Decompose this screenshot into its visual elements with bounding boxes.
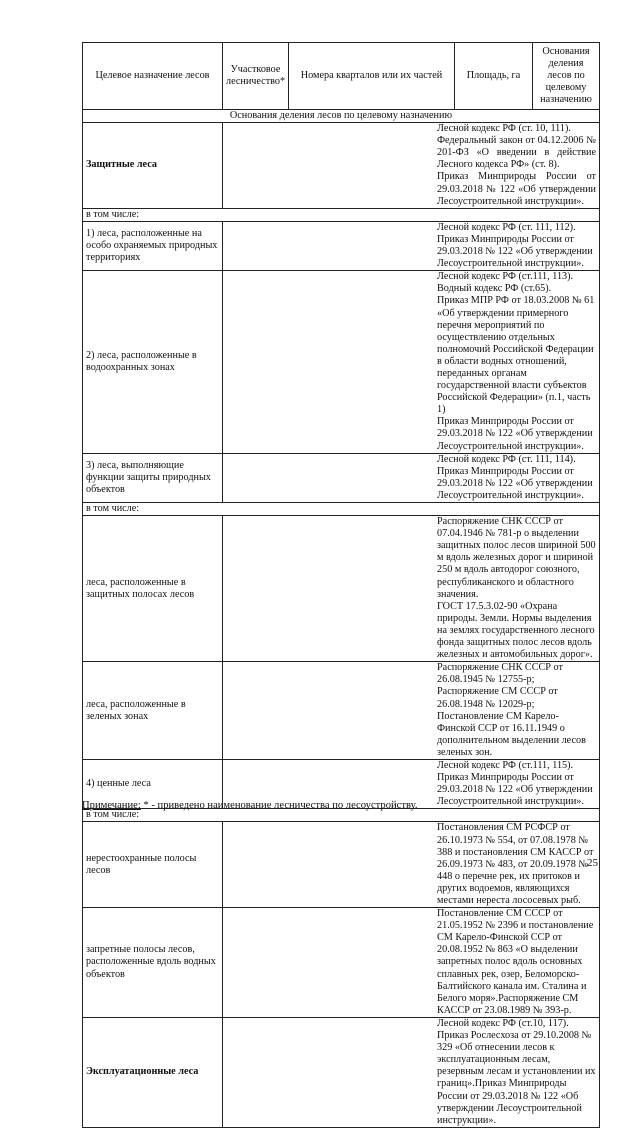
row-label: 2) леса, расположенные в водоохранных зонах [83,271,223,453]
subheader-row [83,208,600,221]
footnote-label: Примечание: [82,800,141,811]
row-text-content: Лесной кодекс РФ (ст. 10, 111). Федеральный закон от 04.12.2006 № 201-ФЗ «О введении в действие Лесного кодекса РФ» (ст. 8). Приказ Минприроды России от 29.03.2018 № 122 «Об утверждении Лесоустроительной инструкции». [437,123,596,207]
row-text [223,822,600,908]
row-label: леса, расположенные в зеленых зонах [83,662,223,760]
row-text [223,123,600,209]
row-text-content: Распоряжение СНК СССР от 26.08.1945 № 12755-р; Распоряжение СМ СССР от 26.08.1948 № 12029-р; Постановление СМ Карело-Финской ССР от 16.11.1949 о дополнительном выделении лесов зеленых зон. [437,662,586,758]
row-text-content: Постановления СМ РСФСР от 26.10.1973 № 554, от 07.08.1978 № 388 и постановления СМ КАССР от 26.09.1973 № 483, от 20.09.1978 № 448 о перечне рек, их притоков и других водоемов, являющихся местами нереста лососевых рыб. [437,822,594,906]
in-that-number: в том числе: [83,503,600,516]
table-row [83,453,600,502]
section-title-row [83,110,600,123]
table-row [83,123,600,209]
header-forestry: Участковое лесничество* [223,43,289,110]
row-text-content: Постановление СМ СССР от 21.05.1952 № 2396 и постановление СМ Карело-Финской ССР от 20.08.1952 № 863 «О выделении запретных полос вдоль основных сплавных рек, озер, Беломорско-Балтийского канала им. Сталина и Белого моря».Распоряжение СМ КАССР от 23.08.1989 № 393-р. [437,908,594,1016]
header-basis: Основания деления лесов по целевому назначению [533,43,600,110]
row-text [223,271,600,453]
row-text [223,908,600,1018]
row-text-content: Лесной кодекс РФ (ст. 111, 112). Приказ Минприроды России от 29.03.2018 № 122 «Об утверждении Лесоустроительной инструкции». [437,221,593,270]
table-row [83,271,600,453]
row-text [223,1017,600,1127]
row-text [223,516,600,662]
row-label: 1) леса, расположенные на особо охраняемых природных территориях [83,221,223,270]
row-text [223,662,600,760]
row-text [223,453,600,502]
subheader-row [83,503,600,516]
table-header-row [83,43,600,110]
table-row [83,908,600,1018]
footnote-text: * - приведено наименование лесничества по лесоустройству. [140,800,418,811]
row-label: 3) леса, выполняющие функции защиты природных объектов [83,453,223,502]
row-label: нерестоохранные полосы лесов [83,822,223,908]
row-label: Эксплуатационные леса [83,1017,223,1127]
table-row [83,1017,600,1127]
header-purpose: Целевое назначение лесов [83,43,223,110]
header-area: Площадь, га [455,43,533,110]
row-text-content: Лесной кодекс РФ (ст.10, 117). Приказ Рослесхоза от 29.10.2008 № 329 «Об отнесении лесов к эксплуатационным лесам, резервным лесам и установлении их границ».Приказ Минприроды России от 29.03.2018 № 122 «Об утверждении Лесоустроительной инструкции». [437,1017,596,1126]
row-label: Защитные леса [83,123,223,209]
in-that-number: в том числе: [83,208,600,221]
forest-purpose-table [82,42,600,1128]
row-text [223,221,600,270]
table-row [83,662,600,760]
footnote [82,800,418,811]
row-text-content: Лесной кодекс РФ (ст. 111, 114). Приказ Минприроды России от 29.03.2018 № 122 «Об утверждении Лесоустроительной инструкции». [437,453,593,501]
row-label: леса, расположенные в защитных полосах лесов [83,516,223,662]
section-title: Основания деления лесов по целевому назначению [83,110,600,123]
row-text-content: Лесной кодекс РФ (ст.111, 113). Водный кодекс РФ (ст.65). Приказ МПР РФ от 18.03.2008 № 61 «Об утверждении примерного перечня мероприятий по осуществлению отдельных полномочий Российской Федерации в области водных отношений, переданных органам государственной власти субъектов Российской Федерации» (п.1, часть 1) Приказ Минприроды России от 29.03.2018 № 122 «Об утверждении Лесоустроительной инструкции». [437,271,595,452]
row-label: 4) ценные леса [83,759,223,808]
table-row [83,516,600,662]
table-row [83,221,600,270]
page-number: 25 [587,857,598,869]
row-text-content: Лесной кодекс РФ (ст.111, 115). Приказ Минприроды России от 29.03.2018 № 122 «Об утверждении Лесоустроительной инструкции». [437,759,593,808]
row-label: запретные полосы лесов, расположенные вдоль водных объектов [83,908,223,1018]
table-row [83,822,600,908]
in-that-number: в том числе: [83,809,600,822]
header-quarters: Номера кварталов или их частей [289,43,455,110]
row-text-content: Распоряжение СНК СССР от 07.04.1946 № 781-р о выделении защитных полос лесов шириной 500 м вдоль железных дорог и шириной 250 м вдоль автодорог союзного, республиканского и областного значения. ГОСТ 17.5.3.02-90 «Охрана природы. Земли. Нормы выделения на землях государственного лесного фонда защитных полос лесов вдоль железных и автомобильных дорог». [437,516,596,661]
